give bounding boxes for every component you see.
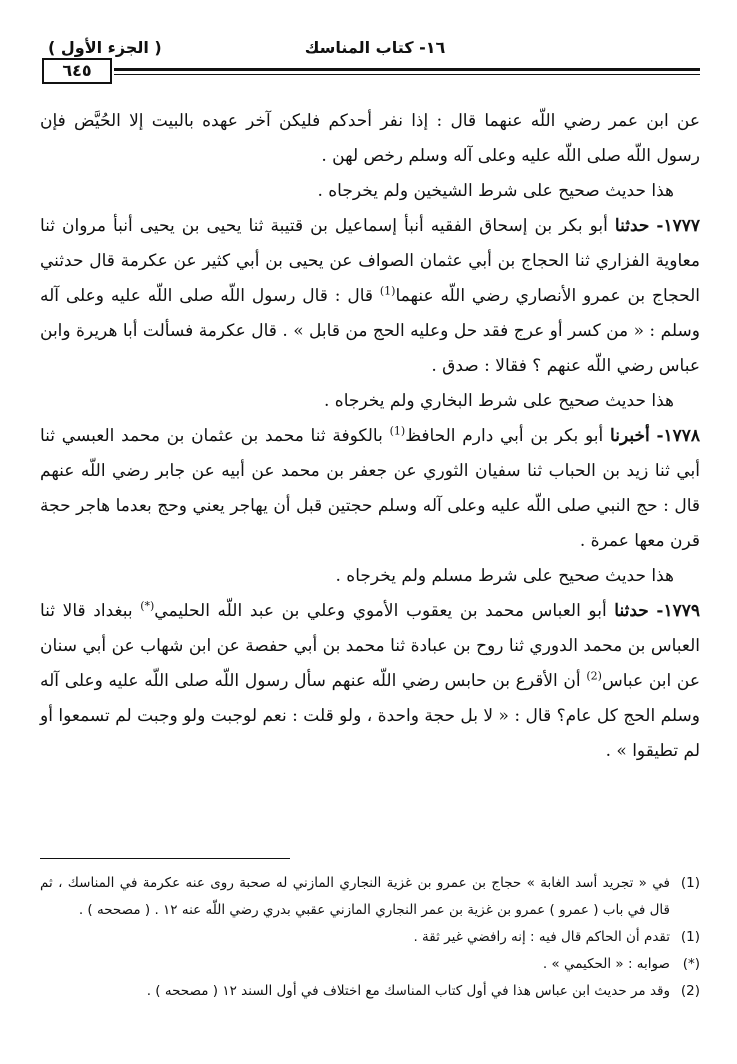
hadith-text: قال : قال رسول اللّه صلى اللّه عليه وعلى آله وسلم : « من كسر أو عرج فقد حل وعليه الحج من قابل » . قال عكرمة فسألت أبا هريرة وابن عباس رضي اللّه عنهم ؟ فقالا : صدق . — [40, 286, 700, 376]
hadith-text: أن الأقرع بن حابس رضي اللّه عنهم سأل رسول اللّه صلى اللّه عليه وعلى آله وسلم الحج كل عام؟ قال : « لا بل حجة واحدة ، ولو قلت : نعم لوجبت ولو وجبت لم تسمعوا أو لم تطيقوا » . — [40, 671, 700, 761]
hadith-1779 — [40, 594, 700, 769]
hadith-number: ١٧٧٨- — [656, 426, 701, 446]
hadith-1777 — [40, 209, 700, 384]
page-content — [40, 28, 700, 769]
footnotes — [40, 870, 700, 1005]
page-number: ٦٤٥ — [62, 61, 92, 80]
footnote — [40, 924, 700, 951]
hadith-number: ١٧٧٩- — [656, 601, 700, 621]
footnote-text: وقد مر حديث ابن عباس هذا في أول كتاب المناسك مع اختلاف في أول السند ١٢ ( مصححه ) . — [146, 983, 670, 999]
footnote-ref: (1) — [379, 284, 396, 298]
footnote-ref: (*) — [140, 599, 155, 613]
footnote — [40, 978, 700, 1005]
hadith-keyword: حدثنا — [614, 601, 649, 621]
footnote-marker: (1) — [680, 875, 700, 891]
verdict-3: هذا حديث صحيح على شرط مسلم ولم يخرجاه . — [335, 566, 674, 586]
header-rule-thin — [114, 74, 700, 75]
page-number-box — [42, 58, 112, 84]
hadith-keyword: أخبرنا — [610, 426, 650, 446]
hadith-text: بالكوفة ثنا محمد بن عثمان بن محمد العبسي ثنا أبي ثنا زيد بن الحباب ثنا سفيان الثوري عن جعفر بن محمد عن أبيه عن جابر رضي اللّه عنهم قال : حج النبي صلى اللّه عليه وعلى آله وسلم حجتين قبل أن يهاجر يعني وحج بعدما هاجر حجة قرن معها عمرة . — [40, 426, 700, 551]
verdict-2: هذا حديث صحيح على شرط البخاري ولم يخرجاه . — [324, 391, 674, 411]
hadith-keyword: حدثنا — [614, 216, 650, 236]
paragraph-ibn-umar: عن ابن عمر رضي اللّه عنهما قال : إذا نفر أحدكم فليكن آخر عهده بالبيت إلا الحُيَّض فإن رسول اللّه صلى اللّه عليه وعلى آله وسلم رخص لهن . — [40, 111, 700, 166]
footnote-marker: (2) — [680, 983, 700, 999]
main-text — [40, 104, 700, 769]
header-chapter-title: ١٦- كتاب المناسك — [304, 38, 446, 57]
hadith-text: أبو بكر بن إسحاق الفقيه أنبأ إسماعيل بن قتيبة ثنا يحيى بن يحيى أنبأ مروان ثنا معاوية الفزاري ثنا الحجاج بن أبي عثمان الصواف عن يحيى بن أبي كثير عن عكرمة قال حدثني الحجاج بن عمرو الأنصاري رضي اللّه عنهما — [40, 216, 700, 306]
footnote-text: في « تجريد أسد الغابة » حجاج بن عمرو بن غزية النجاري المازني له صحبة روى عنه عكرمة في المناسك ، ثم قال في باب ( عمرو ) عمرو بن غزية بن عمر النجاري المازني عقبي بدري رضي اللّه عنه ١٢ . ( مصححه ) . — [40, 875, 670, 918]
footnote-marker: (*) — [682, 956, 700, 972]
verdict-1: هذا حديث صحيح على شرط الشيخين ولم يخرجاه . — [317, 181, 674, 201]
running-header — [40, 28, 700, 80]
hadith-text: ببغداد قالا ثنا العباس بن محمد الدوري ثنا روح بن عبادة ثنا محمد بن أبي حفصة عن ابن شهاب عن أبي سنان عن ابن عباس — [40, 601, 700, 691]
header-volume: ( الجزء الأول ) — [48, 38, 162, 57]
hadith-text: أبو بكر بن أبي دارم الحافظ — [405, 426, 604, 446]
footnote-separator — [40, 858, 290, 859]
footnote — [40, 870, 700, 924]
hadith-text: أبو العباس محمد بن يعقوب الأموي وعلي بن عبد اللّه الحليمي — [154, 601, 607, 621]
footnote-ref: (2) — [586, 669, 602, 683]
footnote — [40, 951, 700, 978]
footnote-text: صوابه : « الحكيمي » . — [542, 956, 670, 972]
hadith-number: ١٧٧٧- — [656, 216, 700, 236]
hadith-1778 — [40, 419, 700, 559]
header-rule-thick — [114, 68, 700, 71]
footnote-ref: (1) — [389, 424, 406, 438]
footnote-marker: (1) — [680, 929, 700, 945]
footnote-text: تقدم أن الحاكم قال فيه : إنه رافضي غير ثقة . — [413, 929, 670, 945]
